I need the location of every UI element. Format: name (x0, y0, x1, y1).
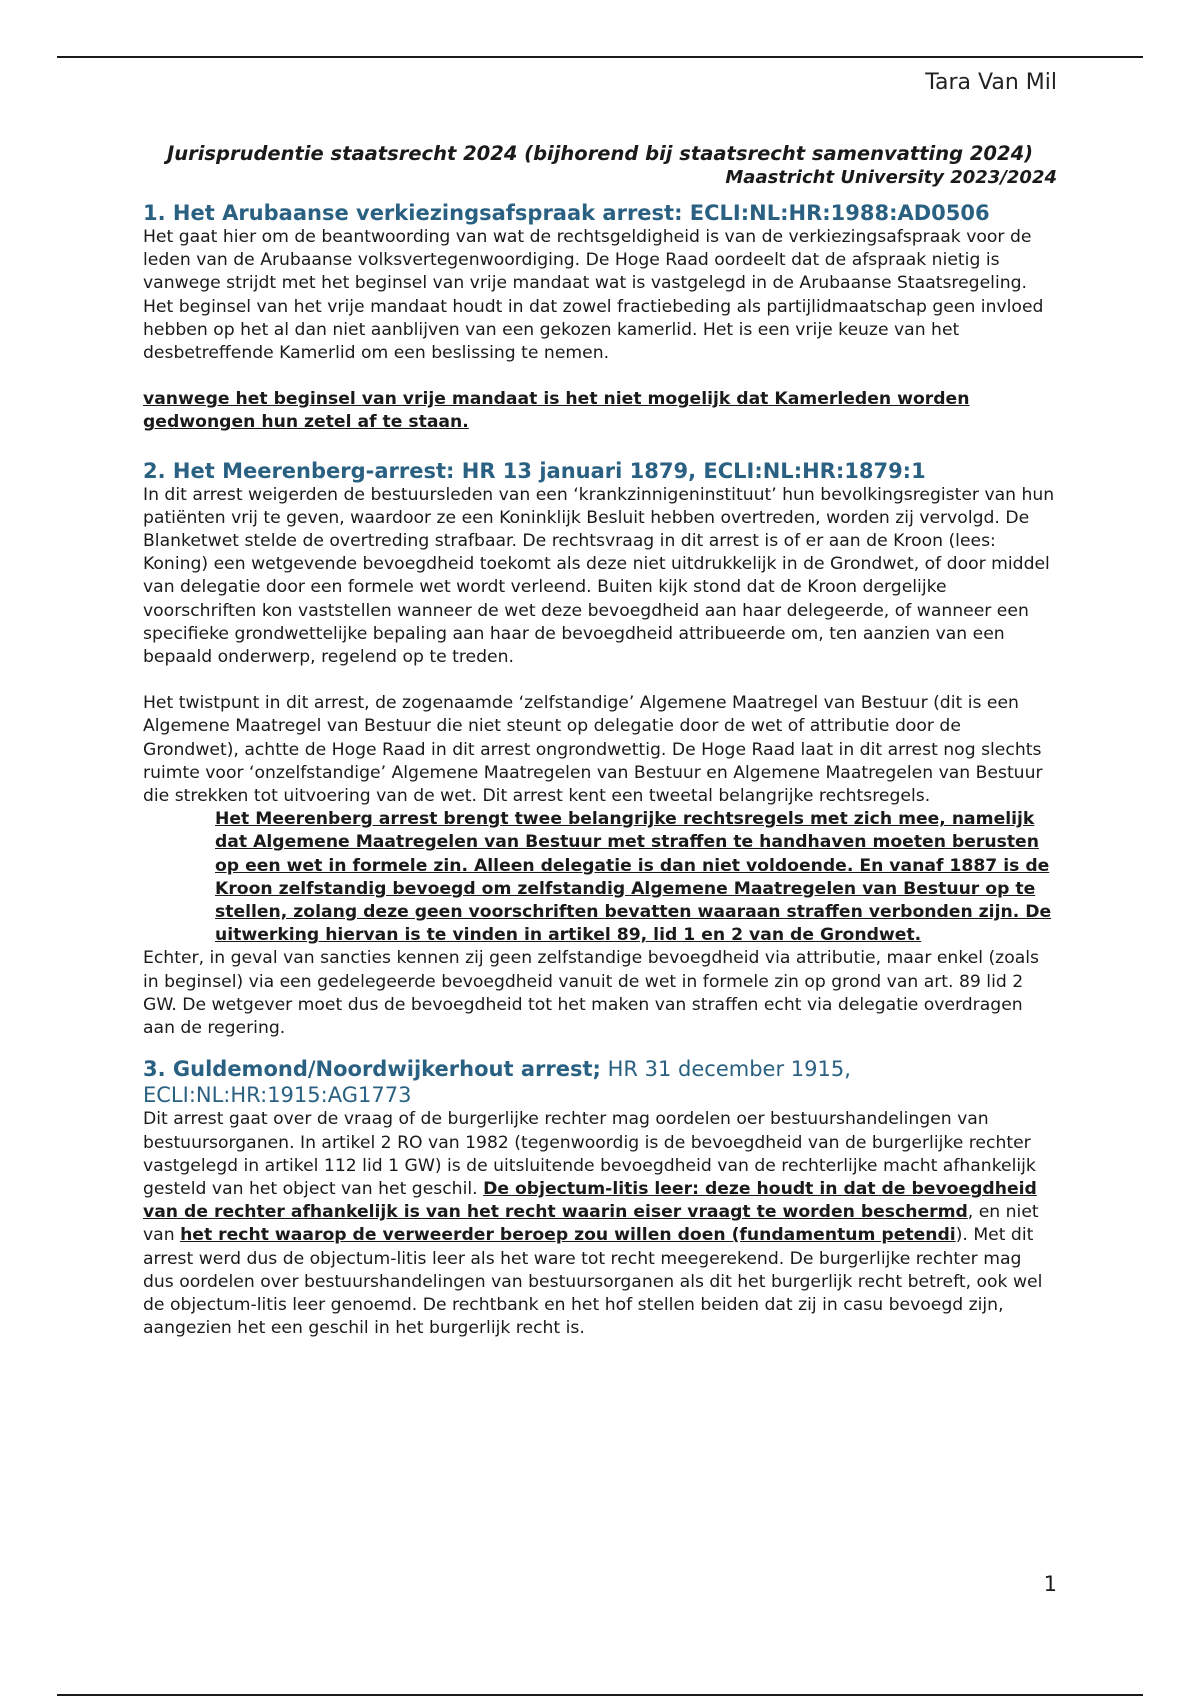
section-1-body: Het gaat hier om de beantwoording van wat de rechtsgeldigheid is van de verkiezingsafspraak voor de leden van de Arubaanse volksvertegenwoordiging. De Hoge Raad oordeelt dat de afspraak nietig is vanwege strijdt met het beginsel van vrije mandaat wat is vastgelegd in de Arubaanse Staatsregeling. Het beginsel van het vrije mandaat houdt in dat zowel fractiebeding als partijlidmaatschap geen invloed hebben op het al dan niet aanblijven van een gekozen kamerlid. Het is een vrije keuze van het desbetreffende Kamerlid om een beslissing te nemen. (143, 227, 1044, 364)
section-2 (143, 458, 1057, 1041)
document-title: Jurisprudentie staatsrecht 2024 (bijhorend bij staatsrecht samenvatting 2024) (166, 142, 1034, 165)
section-3 (143, 1056, 1057, 1340)
section-3-heading-title: 3. Guldemond/Noordwijkerhout arrest; (143, 1057, 601, 1082)
section-3-emphasis-fundamentum: het recht waarop de verweerder beroep zou willen doen (fundamentum petendi (180, 1225, 956, 1246)
section-3-body-start: Dit arrest gaat over de vraag of de burgerlijke rechter mag oordelen oer bestuurshandelingen van bestuursorganen. In artikel 2 RO van 1982 (tegenwoordig is de bevoegdheid van de burgerlijke rechter vastgelegd in artikel 112 lid 1 GW) is de uitsluitende bevoegdheid van de rechterlijke macht afhankelijk gesteld van het object van het geschil. (143, 1109, 1036, 1199)
page-number: 1 (1043, 1572, 1057, 1596)
section-1-heading: 1. Het Arubaanse verkiezingsafspraak arrest: ECLI:NL:HR:1988:AD0506 (143, 201, 990, 225)
section-3-heading (143, 1056, 1057, 1108)
document-body (143, 142, 1057, 1340)
document-subtitle: Maastricht University 2023/2024 (725, 167, 1057, 188)
section-3-body (143, 1108, 1057, 1340)
section-3-body-end: ). Met dit arrest werd dus de objectum-litis leer als het ware tot recht meegerekend. De burgerlijke rechter mag dus oordelen over bestuurshandelingen van bestuursorganen als dit het burgerlijk recht betreft, ook wel de objectum-litis leer genoemd. De rechtbank en het hof stellen beiden dat zij in casu bevoegd zijn, aangezien het een geschil in het burgerlijk recht is. (143, 1225, 1043, 1339)
footer-rule (57, 1694, 1143, 1696)
section-3-body-mid: , en niet van (143, 1202, 1039, 1246)
section-1 (143, 200, 1057, 435)
section-2-body-3: Echter, in geval van sancties kennen zij geen zelfstandige bevoegdheid via attributie, maar enkel (zoals in beginsel) via een gedelegeerde bevoegdheid vanuit de wet in formele zin op grond van art. 89 lid 2 GW. De wetgever moet dus de bevoegdheid tot het maken van straffen echt via delegatie overdragen aan de regering. (143, 948, 1039, 1039)
section-2-body-2: Het twistpunt in dit arrest, de zogenaamde ‘zelfstandige’ Algemene Maatregel van Bestuur (dit is een Algemene Maatregel van Bestuur die niet steunt op delegatie door de wet of attributie door de Grondwet), achtte de Hoge Raad in dit arrest ongrondwettig. De Hoge Raad laat in dit arrest nog slechts ruimte voor ‘onzelfstandige’ Algemene Maatregelen van Bestuur en Algemene Maatregelen van Bestuur die strekken tot uitvoering van de wet. Dit arrest kent een tweetal belangrijke rechtsregels. (143, 693, 1043, 807)
section-3-emphasis-objectum-litis: De objectum-litis leer: deze houdt in dat de bevoegdheid van de rechter afhankelijk is van het recht waarin eiser vraagt te worden beschermd (143, 1178, 1037, 1223)
header-rule (57, 56, 1143, 58)
section-2-highlight: Het Meerenberg arrest brengt twee belangrijke rechtsregels met zich mee, namelijk dat Algemene Maatregelen van Bestuur met straffen te handhaven moeten berusten op een wet in formele zin. Alleen delegatie is dan niet voldoende. En vanaf 1887 is de Kroon zelfstandig bevoegd om zelfstandig Algemene Maatregelen van Bestuur op te stellen, zolang deze geen voorschriften bevatten waaraan straffen verbonden zijn. De uitwerking hiervan is te vinden in artikel 89, lid 1 en 2 van de Grondwet. (215, 809, 1052, 946)
section-2-body: In dit arrest weigerden de bestuursleden van een ‘krankzinnigeninstituut’ hun bevolkingsregister van hun patiënten vrij te geven, waardoor ze een Koninklijk Besluit hebben overtreden, worden zij vervolgd. De Blanketwet stelde de overtreding strafbaar. De rechtsvraag in dit arrest is of er aan de Kroon (lees: Koning) een wetgevende bevoegdheid toekomt als deze niet uitdrukkelijk in de Grondwet, of door middel van delegatie door een formele wet wordt verleend. Buiten kijk stond dat de Kroon dergelijke voorschriften kon vaststellen wanneer de wet deze bevoegdheid aan haar delegeerde, of wanneer een specifieke grondwettelijke bepaling aan haar de bevoegdheid attribueerde om, ten aanzien van een bepaald onderwerp, regelend op te treden. (143, 484, 1055, 668)
author-name: Tara Van Mil (925, 70, 1057, 95)
section-2-heading: 2. Het Meerenberg-arrest: HR 13 januari 1879, ECLI:NL:HR:1879:1 (143, 458, 926, 483)
section-3-heading-citation: HR 31 december 1915, ECLI:NL:HR:1915:AG1773 (143, 1057, 851, 1108)
section-1-conclusion: vanwege het beginsel van vrije mandaat is het niet mogelijk dat Kamerleden worden gedwongen hun zetel af te staan. (143, 389, 970, 433)
